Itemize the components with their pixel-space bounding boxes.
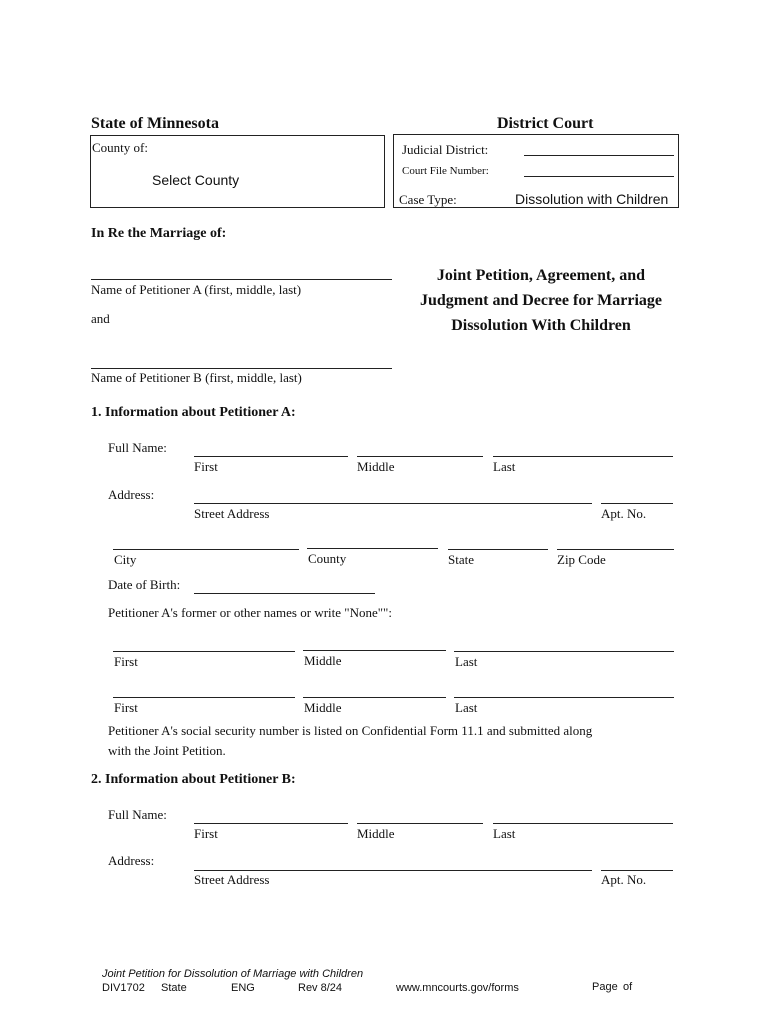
footer-lang: ENG <box>231 982 255 994</box>
in-re-label: In Re the Marriage of: <box>91 226 227 241</box>
footer-state: State <box>161 982 187 994</box>
a-county-label: County <box>308 551 347 566</box>
court-file-number-field[interactable] <box>524 176 674 177</box>
a-state-field[interactable] <box>448 549 548 550</box>
footer-page-label: Page <box>592 981 618 993</box>
b-first-name-field[interactable] <box>194 823 348 824</box>
b-middle-label: Middle <box>357 826 395 841</box>
b-last-label: Last <box>493 826 516 841</box>
a-state-label: State <box>448 552 474 567</box>
state-heading: State of Minnesota <box>91 115 219 132</box>
b-apt-no-label: Apt. No. <box>601 872 647 887</box>
a-middle-name-field[interactable] <box>357 456 483 457</box>
petitioner-b-name-label: Name of Petitioner B (first, middle, last) <box>91 370 302 385</box>
section-1-heading: 1. Information about Petitioner A: <box>91 405 296 420</box>
a-first-name-field[interactable] <box>194 456 348 457</box>
footer-of-label: of <box>623 981 633 993</box>
judicial-district-field[interactable] <box>524 155 674 156</box>
court-heading: District Court <box>497 115 594 132</box>
a-county-field[interactable] <box>307 548 438 549</box>
footer-form-title: Joint Petition for Dissolution of Marriage with Children <box>102 968 364 980</box>
court-file-number-label: Court File Number: <box>402 165 489 177</box>
a-dob-label: Date of Birth: <box>108 577 181 592</box>
county-box <box>90 135 385 208</box>
county-select[interactable]: Select County <box>152 172 240 188</box>
a-zip-label: Zip Code <box>557 552 606 567</box>
a-apt-no-field[interactable] <box>601 503 673 504</box>
footer-url[interactable]: www.mncourts.gov/forms <box>396 982 519 994</box>
form-title-line-1: Joint Petition, Agreement, and <box>436 267 646 284</box>
a-former-middle-2-label: Middle <box>304 700 342 715</box>
petitioner-b-name-field[interactable] <box>91 368 392 369</box>
a-former-last-1-label: Last <box>455 654 478 669</box>
a-dob-field[interactable] <box>194 593 375 594</box>
a-former-last-1-field[interactable] <box>454 651 674 652</box>
a-former-first-2-field[interactable] <box>113 697 295 698</box>
a-former-middle-1-label: Middle <box>304 653 342 668</box>
footer-form-code: DIV1702 <box>102 982 145 994</box>
b-street-address-label: Street Address <box>194 872 270 887</box>
b-address-label: Address: <box>108 853 155 868</box>
form-title-line-3: Dissolution With Children <box>451 317 631 334</box>
b-last-name-field[interactable] <box>493 823 673 824</box>
a-former-first-1-field[interactable] <box>113 651 295 652</box>
a-street-address-label: Street Address <box>194 506 270 521</box>
form-title <box>400 263 682 338</box>
b-full-name-label: Full Name: <box>108 807 167 822</box>
case-type-label: Case Type: <box>399 192 457 207</box>
footer-rev: Rev 8/24 <box>298 982 343 994</box>
a-former-middle-2-field[interactable] <box>303 697 446 698</box>
b-apt-no-field[interactable] <box>601 870 673 871</box>
section-2-heading: 2. Information about Petitioner B: <box>91 772 296 787</box>
b-middle-name-field[interactable] <box>357 823 483 824</box>
a-ssn-note-line-1: Petitioner A's social security number is listed on Confidential Form 11.1 and submitted along <box>108 723 593 738</box>
a-last-label: Last <box>493 459 516 474</box>
form-title-line-2: Judgment and Decree for Marriage <box>419 292 662 309</box>
a-zip-field[interactable] <box>557 549 674 550</box>
a-former-middle-1-field[interactable] <box>303 650 446 651</box>
a-former-first-1-label: First <box>114 654 138 669</box>
a-city-label: City <box>114 552 137 567</box>
a-last-name-field[interactable] <box>493 456 673 457</box>
court-info-box <box>393 134 679 208</box>
a-former-last-2-label: Last <box>455 700 478 715</box>
and-label: and <box>91 311 110 326</box>
petitioner-a-name-field[interactable] <box>91 279 392 280</box>
a-apt-no-label: Apt. No. <box>601 506 647 521</box>
a-full-name-label: Full Name: <box>108 440 167 455</box>
a-first-label: First <box>194 459 218 474</box>
a-ssn-note-line-2: with the Joint Petition. <box>108 743 226 758</box>
county-label: County of: <box>92 140 148 155</box>
case-type-value[interactable]: Dissolution with Children <box>515 191 669 207</box>
a-address-label: Address: <box>108 487 155 502</box>
a-street-address-field[interactable] <box>194 503 592 504</box>
a-city-field[interactable] <box>113 549 299 550</box>
petitioner-a-name-label: Name of Petitioner A (first, middle, last) <box>91 282 302 297</box>
a-former-names-label: Petitioner A's former or other names or write "None"": <box>108 605 392 620</box>
b-street-address-field[interactable] <box>194 870 592 871</box>
judicial-district-label: Judicial District: <box>402 142 489 157</box>
a-middle-label: Middle <box>357 459 395 474</box>
a-former-last-2-field[interactable] <box>454 697 674 698</box>
b-first-label: First <box>194 826 218 841</box>
a-former-first-2-label: First <box>114 700 138 715</box>
